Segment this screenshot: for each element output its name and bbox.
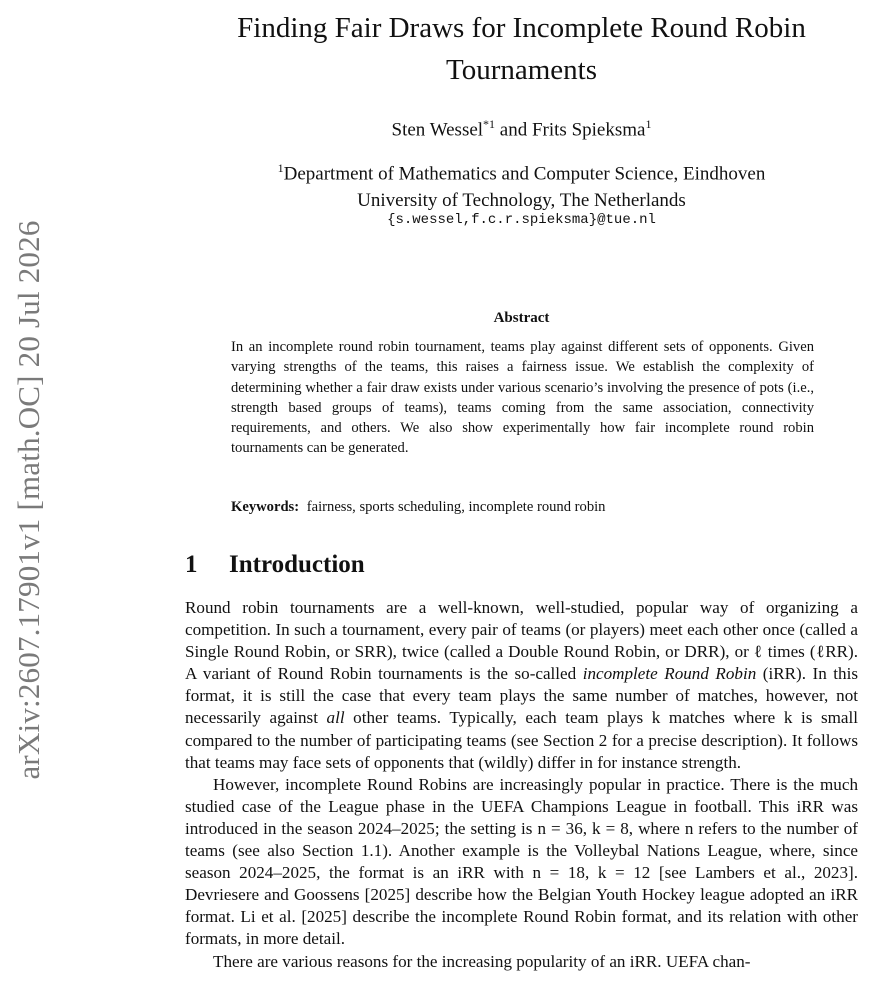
keywords — [231, 499, 814, 516]
author-list — [185, 117, 858, 141]
author-separator: and — [499, 119, 528, 141]
affiliation-line-1: Department of Mathematics and Computer Science, Eindhoven — [283, 163, 766, 185]
paper-page — [185, 0, 858, 971]
title-line-1: Finding Fair Draws for Incomplete Round Robin — [237, 12, 806, 44]
keywords-text: fairness, sports scheduling, incomplete round robin — [306, 499, 606, 515]
emphasis-text: incomplete Round Robin — [582, 664, 757, 684]
author-mark: *1 — [483, 117, 496, 131]
paragraph — [185, 597, 858, 774]
section-number: 1 — [185, 551, 198, 578]
author-name: Frits Spieksma — [531, 119, 646, 141]
affiliation-line-2: University of Technology, The Netherlands — [357, 189, 686, 211]
abstract-heading: Abstract — [493, 310, 550, 326]
emphasis-text: all — [326, 708, 345, 728]
author-name: Sten Wessel — [391, 119, 484, 141]
arxiv-identifier: arXiv:2607.17901v1 [math.OC] 20 Jul 2026 — [11, 220, 46, 780]
title-line-2: Tournaments — [446, 54, 597, 86]
keywords-label: Keywords: — [231, 499, 300, 515]
paper-title — [185, 7, 858, 91]
paragraph-text: Round robin tournaments are a well-known, well-studied, popular way of organizing a competition. In such a tournament, every pair of teams (or players) meet each other once (called a Single Round Robin, or SRR), twice (called a Double Round Robin, or DRR), or ℓ times (ℓRR). A variant of Round Robin tournaments is the so-called — [185, 598, 858, 684]
section-heading — [185, 551, 365, 579]
author-mark: 1 — [645, 117, 652, 131]
introduction-body — [185, 597, 858, 973]
affiliation-mark: 1 — [277, 161, 284, 176]
author-emails: {s.wessel,f.c.r.spieksma}@tue.nl — [387, 211, 656, 228]
paragraph: However, incomplete Round Robins are increasingly popular in practice. There is the much studied case of the League phase in the UEFA Champions League in football. This iRR was introduced in the season 2024–2025; the setting is n = 36, k = 8, where n refers to the number of teams (see also Section 1.1). Another example is the Volleybal Nations League, where, since season 2024–2025, the format is an iRR with n = 18, k = 12 [see Lambers et al., 2023]. Devriesere and Goossens [2025] describe how the Belgian Youth Hockey league adopted an iRR format. Li et al. [2025] describe the incomplete Round Robin format, and its relation with other formats, in more detail. — [185, 774, 858, 949]
affiliation — [185, 155, 858, 213]
paragraph-text: other teams. Typically, each team plays k matches where k is small compared to the number of participating teams (see Section 2 for a precise description). It follows that teams may face sets of opponents that (wildly) differ in for instance strength. — [185, 708, 858, 772]
paragraph: There are various reasons for the increasing popularity of an iRR. UEFA chan- — [213, 951, 751, 971]
abstract-text: In an incomplete round robin tournament, teams play against different sets of opponents. Given varying strengths of the teams, this raises a fairness issue. We establish the complexity of determining whether a fair draw exists under various scenario’s involving the presence of pots (i.e., strength based groups of teams), teams coming from the same association, connectivity requirements, and others. We also show experimentally how fair incomplete round robin tournaments can be generated. — [231, 339, 814, 457]
section-title: Introduction — [229, 551, 365, 578]
arxiv-sidebar — [0, 0, 58, 1000]
paragraph-text: (iRR). In this format, it is still the case that every team plays the same number of matches, however, not necessarily against — [185, 664, 858, 728]
